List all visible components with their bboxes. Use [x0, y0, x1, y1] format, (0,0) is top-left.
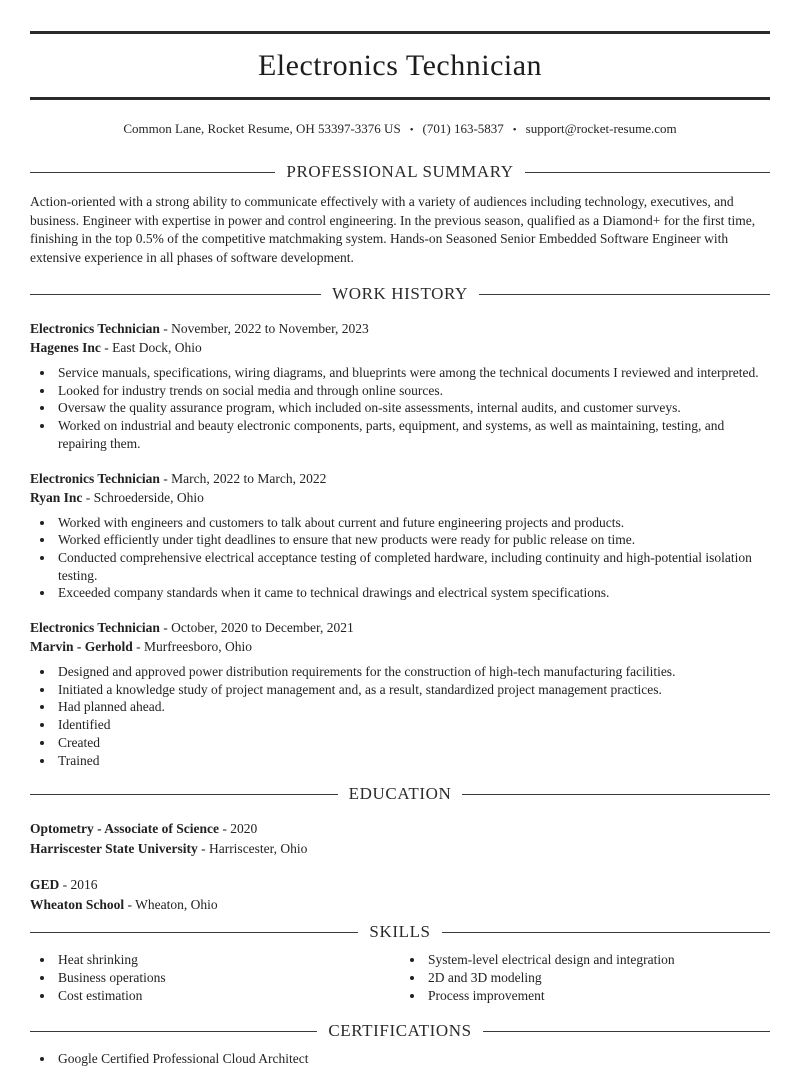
heading-rule-right: [462, 794, 770, 795]
skill-item: • 2D and 3D modeling: [425, 969, 770, 987]
skill-item: • Business operations: [55, 969, 400, 987]
skill-item: • Cost estimation: [55, 987, 400, 1005]
job-bullet: • Identified: [55, 716, 770, 734]
job-bullet-list: [30, 514, 770, 603]
dash-separator: -: [163, 321, 168, 336]
job-title-line: [30, 469, 770, 488]
dash-separator: -: [85, 489, 91, 505]
skills-column-left: [30, 951, 400, 1004]
certification-item: • Google Certified Professional Cloud Architect: [55, 1050, 770, 1068]
school-location: Wheaton, Ohio: [135, 897, 218, 913]
job-bullet-list: [30, 364, 770, 453]
job-title: Electronics Technician: [30, 620, 160, 636]
job-bullet: • Designed and approved power distribution requirements for the construction of high-tech manufacturing facilities.: [55, 663, 770, 681]
job-location: East Dock, Ohio: [112, 340, 202, 355]
heading-rule-left: [30, 294, 321, 295]
job-title: Electronics Technician: [30, 321, 160, 336]
summary-section-title: PROFESSIONAL SUMMARY: [286, 162, 514, 181]
job-location: Murfreesboro, Ohio: [144, 639, 252, 655]
school-line: [30, 895, 770, 915]
resume-header: [30, 31, 770, 138]
school-location: Harriscester, Ohio: [208, 841, 308, 857]
education-section-title: EDUCATION: [348, 784, 452, 804]
summary-section-heading: [30, 163, 770, 181]
degree: Optometry - Associate of Science: [30, 821, 219, 837]
job-entry: [30, 319, 770, 453]
contact-phone: (701) 163-5837: [422, 121, 504, 136]
dash-separator: -: [163, 620, 168, 636]
job-bullet: • Initiated a knowledge study of project management and, as a result, standardized project management practices.: [55, 681, 770, 699]
job-company: Ryan Inc: [30, 489, 83, 505]
job-bullet-list: [30, 663, 770, 769]
bullet-separator: •: [512, 124, 517, 136]
heading-rule-right: [479, 294, 770, 295]
education-entry: [30, 875, 770, 915]
job-company-line: [30, 488, 770, 507]
heading-rule-left: [30, 172, 275, 173]
education-entry: [30, 819, 770, 859]
dash-separator: -: [127, 897, 133, 913]
heading-rule-left: [30, 1031, 317, 1032]
certifications-section-heading: [30, 1022, 770, 1040]
education-section-heading: [30, 785, 770, 803]
skill-item: • Heat shrinking: [55, 951, 400, 969]
job-location: Schroederside, Ohio: [93, 489, 204, 505]
job-dates: November, 2022 to November, 2023: [171, 321, 369, 336]
dash-separator: -: [62, 877, 68, 893]
heading-rule-right: [483, 1031, 770, 1032]
skills-column-right: [400, 951, 770, 1004]
job-bullet: • Worked with engineers and customers to talk about current and future engineering projects and products.: [55, 514, 770, 532]
degree: GED: [30, 877, 60, 893]
contact-line: [30, 121, 770, 138]
job-bullet: • Oversaw the quality assurance program, which included on-site assessments, internal audits, and customer surveys.: [55, 399, 770, 417]
school-name: Wheaton School: [30, 897, 125, 913]
job-bullet: • Created: [55, 734, 770, 752]
section-skills: [30, 923, 770, 1004]
dash-separator: -: [104, 340, 109, 355]
job-bullet: • Conducted comprehensive electrical acceptance testing of completed hardware, including continuity and high-potential isolation testing.: [55, 549, 770, 584]
header-top-rule: [30, 31, 770, 34]
job-company: Marvin - Gerhold: [30, 639, 133, 655]
skills-columns: [30, 951, 770, 1004]
job-title: Electronics Technician: [30, 470, 160, 486]
job-company-line: [30, 338, 770, 357]
heading-rule-left: [30, 932, 358, 933]
work-history-section-heading: [30, 285, 770, 303]
job-entry: [30, 469, 770, 603]
skill-item: • System-level electrical design and integration: [425, 951, 770, 969]
job-bullet: • Exceeded company standards when it came to technical drawings and electrical system specifications.: [55, 584, 770, 602]
heading-rule-left: [30, 794, 338, 795]
summary-text: Action-oriented with a strong ability to communicate effectively with a variety of audiences including technology, executives, and business. Engineer with expertise in power and control engineering. In the previous season, qualified as a Diamond+ for the first time, finishing in the top 0.5% of the competitive matchmaking system. Hands-on Seasoned Senior Embedded Software Engineer with extensive experience in all phases of software development.: [30, 194, 756, 265]
resume-title: Electronics Technician: [257, 49, 543, 82]
job-dates: October, 2020 to December, 2021: [171, 620, 354, 636]
dash-separator: -: [136, 639, 141, 655]
certification-list: [30, 1050, 770, 1068]
header-bottom-rule: [30, 97, 770, 100]
section-work-history: [30, 285, 770, 769]
dash-separator: -: [201, 841, 206, 857]
work-history-section-title: WORK HISTORY: [332, 284, 468, 303]
degree-line: [30, 819, 770, 839]
job-bullet: • Looked for industry trends on social media and through online sources.: [55, 382, 770, 400]
heading-rule-right: [442, 932, 770, 933]
school-line: [30, 839, 770, 859]
job-title-line: [30, 319, 770, 338]
job-company-line: [30, 637, 770, 656]
section-education: [30, 785, 770, 915]
job-bullet: • Service manuals, specifications, wiring diagrams, and blueprints were among the technical documents I reviewed and interpreted.: [55, 364, 770, 382]
skills-section-title: SKILLS: [369, 922, 431, 942]
job-company: Hagenes Inc: [30, 340, 101, 355]
job-dates: March, 2022 to March, 2022: [171, 470, 327, 486]
heading-rule-right: [525, 172, 770, 173]
skills-section-heading: [30, 923, 770, 941]
graduation-year: 2020: [230, 821, 258, 837]
job-bullet: • Trained: [55, 752, 770, 770]
graduation-year: 2016: [70, 877, 98, 893]
job-entry: [30, 618, 770, 769]
job-bullet: • Had planned ahead.: [55, 698, 770, 716]
job-title-line: [30, 618, 770, 637]
certifications-section-title: CERTIFICATIONS: [328, 1021, 472, 1041]
skill-item: • Process improvement: [425, 987, 770, 1005]
dash-separator: -: [163, 470, 168, 486]
job-bullet: • Worked on industrial and beauty electronic components, parts, equipment, and systems, as well as maintaining, testing, and repairing them.: [55, 417, 770, 452]
section-certifications: [30, 1022, 770, 1068]
job-bullet: • Worked efficiently under tight deadlines to ensure that new products were ready for public release on time.: [55, 531, 770, 549]
section-professional-summary: [30, 163, 770, 267]
contact-email: support@rocket-resume.com: [525, 121, 677, 136]
bullet-separator: •: [409, 124, 414, 136]
dash-separator: -: [222, 821, 227, 837]
contact-address: Common Lane, Rocket Resume, OH 53397-3376 US: [123, 121, 401, 136]
degree-line: [30, 875, 770, 895]
school-name: Harriscester State University: [30, 841, 198, 857]
